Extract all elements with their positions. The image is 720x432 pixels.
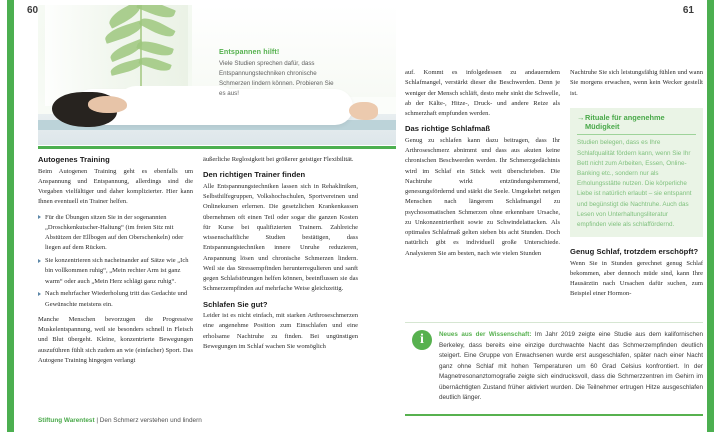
ritual-tip-box xyxy=(570,108,703,237)
caption-title: Entspannen hilft! xyxy=(219,47,280,56)
heading-richtiges-schlafmass: Das richtige Schlafmaß xyxy=(405,124,491,134)
ritual-box-title xyxy=(577,113,696,135)
heading-trainer-finden: Den richtigen Trainer finden xyxy=(203,170,306,180)
paragraph-trainer-finden: Alle Entspannungstechniken lassen sich in Rehakliniken, Selbsthilfegruppen, Volkshochschulen, Sportvereinen und Onlinekursen erlernen. Die gesetzlichen Krankenkassen übernehmen oft einen Teil oder sogar die ganzen Kosten für Kurse bei qualifizierten Trainern. Zahlreiche wissenschaftliche Studien bestätigen, dass Entspannungstechniken innere Unruhe reduzieren, Anspannung lösen und chronische Schmerzen lindern. Weil sie das Stressempfinden herunterregulieren und sanft gegen Schlafstörungen helfen können, beeinflussen sie das Schmerzempfinden auf mehrfache Weise gleichzeitig. xyxy=(203,182,358,293)
heading-autogenes-training: Autogenes Training xyxy=(38,155,110,164)
list-item: Sie konzentrieren sich nacheinander auf Sätze wie „Ich bin vollkommen ruhig“, „Mein rechter Arm ist ganz warm“ oder auch „Mein Herz schlägt ganz ruhig“. xyxy=(38,256,193,287)
footer-title: Den Schmerz verstehen und lindern xyxy=(99,417,202,424)
science-box-lead: Neues aus der Wissenschaft: xyxy=(439,331,532,339)
paragraph-autogenes-intro: Beim Autogenen Training geht es ebenfalls um Anspannung und Entspannung, allerdings sind die Vorgaben vielfältiger und daher komplizierter. Hier kann Ihnen eventuell ein Trainer helfen. xyxy=(38,167,193,206)
heading-schlafen-sie-gut: Schlafen Sie gut? xyxy=(203,299,268,309)
science-box-body: Im Jahr 2019 zeigte eine Studie aus dem kalifornischen Berkeley, dass bereits eine einzige durchwachte Nacht das Schmerzempfinden deutlich steigert. Eine Gruppe von Erwachsenen wurde erst ausgeschlafen, später nach einer Nacht ganz ohne Schlaf mit hohen Temperaturen um 60 Grad Celsius konfrontiert. In der Magnetresonanztomografie zeigte sich eindrucksvoll, dass die Schmerzzentren im Gehirn im übernächtigten Zustand früher aktiviert wurden. Die Teilnehmer ertrugen Hitze ausgeschlafen deutlich länger. xyxy=(439,331,704,402)
page-number-right: 61 xyxy=(682,5,694,16)
ritual-box-body: Studien belegen, dass es Ihre Schlafqualität fördern kann, wenn Sie Ihr Bett nicht zum Arbeiten, Essen, Online-Banking etc., sondern nur als Erholungsstätte nutzen. Die körperliche Liebe ist natürlich erlaubt – sie entspannt und begünstigt die Nachtruhe. Auch das Lesen von Unterhaltungsliteratur empfinden viele als schlaffördernd. xyxy=(577,139,692,228)
footer-separator: | xyxy=(94,417,100,424)
photo-background xyxy=(38,5,396,145)
page-number-left: 60 xyxy=(27,5,39,16)
heading-genug-schlaf: Genug Schlaf, trotzdem erschöpft? xyxy=(570,247,699,256)
person-face xyxy=(88,96,127,113)
photo-caption xyxy=(219,47,337,99)
caption-body: Viele Studien sprechen dafür, dass Entspannungstechniken chronische Schmerzen lindern können. Probieren Sie es aus! xyxy=(219,59,334,97)
list-item: Nach mehrfacher Wiederholung tritt das Gedachte und Gewünschte meistens ein. xyxy=(38,289,193,310)
relaxation-photo xyxy=(38,5,396,145)
autogenes-bullet-list xyxy=(38,213,193,310)
paragraph-genug-schlaf: Wenn Sie in Stunden gerechnet genug Schlaf bekommen, aber dennoch müde sind, kann Ihre Hausärztin nach Ursachen dafür suchen, zum Beispiel einer Hormon- xyxy=(570,259,703,298)
left-edge-accent-bar xyxy=(7,0,14,432)
science-box-bottom-rule xyxy=(405,414,703,416)
paragraph-richtiges-schlafmass: Genug zu schlafen kann dazu beitragen, dass Ihr Arthroseschmerz abnimmt und dass aus akuten keine chronischen Beschwerden werden. Ihr Schmerzgedächtnis wird im Schlaf ein Stück weit überschrieben. Die Nachtruhe wirkt entzündungshemmend, genesungsfördernd und stärkt die Seele. Umgekehrt neigen Menschen nach längerem Schlafmangel zu psychosomatischen Schmerzen ohne erkennbare Ursache, zu Unkonzentriertheit sowie zu Schwindelattacken. Als optimales Schlafmaß gelten sieben bis acht Stunden. Doch natürlich gibt es individuell große Unterschiede. Analysieren Sie am besten, nach wie vielen Stunden xyxy=(405,136,560,257)
person-feet xyxy=(349,102,378,120)
footer xyxy=(38,417,202,424)
science-news-box xyxy=(405,322,703,416)
arrow-right-icon: → xyxy=(577,113,585,122)
list-item: Für die Übungen sitzen Sie in der sogenannten „Droschkenkutscher-Haltung“ (im freien Sitz mit Abstützen der Ellbogen auf den Oberschenkeln) oder liegen auf dem Rücken. xyxy=(38,213,193,254)
footer-brand: Stiftung Warentest xyxy=(38,417,95,424)
paragraph-schlafmangel: auf. Kommt es infolgedessen zu andauerndem Schlafmangel, verstärkt dieser die Beschwerden. Denn je weniger der Mensch schläft, desto mehr sinkt die Schwelle, ab der Kälte-, Hitze-, Druck- und andere Reize als schmerzhaft empfunden werden. xyxy=(405,69,560,118)
paragraph-flexibilitaet: äußerliche Reglosigkeit bei größerer geistiger Flexibilität. xyxy=(203,156,354,163)
right-edge-accent-bar xyxy=(707,0,714,432)
photo-underline-rule xyxy=(38,146,396,149)
ritual-box-title-text: Rituale für angenehme Müdigkeit xyxy=(585,113,665,132)
paragraph-schlafen-sie-gut: Leider ist es nicht einfach, mit starken Arthroseschmerzen eine angenehme Position zum Einschlafen und eine erholsame Nachtruhe zu finden. Bei ungünstigen Bewegungen im Schlaf wachen Sie womöglich xyxy=(203,312,358,350)
paragraph-progressive-muskelentspannung: Manche Menschen bevorzugen die Progressive Muskelentspannung, weil sie besonders schnell in Fleisch und Blut übergeht. Kleine, konzentrierte Bewegungen auszuführen fühlt sich zudem an wie (einfacher) Sport. Das Autogene Training hingegen verlangt xyxy=(38,315,193,365)
info-icon: i xyxy=(412,330,432,350)
paragraph-nachtruhe: Nachtruhe Sie sich leistungsfähig fühlen und wann Sie morgens erwachen, wenn kein Wecker gestellt ist. xyxy=(570,69,703,97)
science-box-text xyxy=(439,330,703,403)
